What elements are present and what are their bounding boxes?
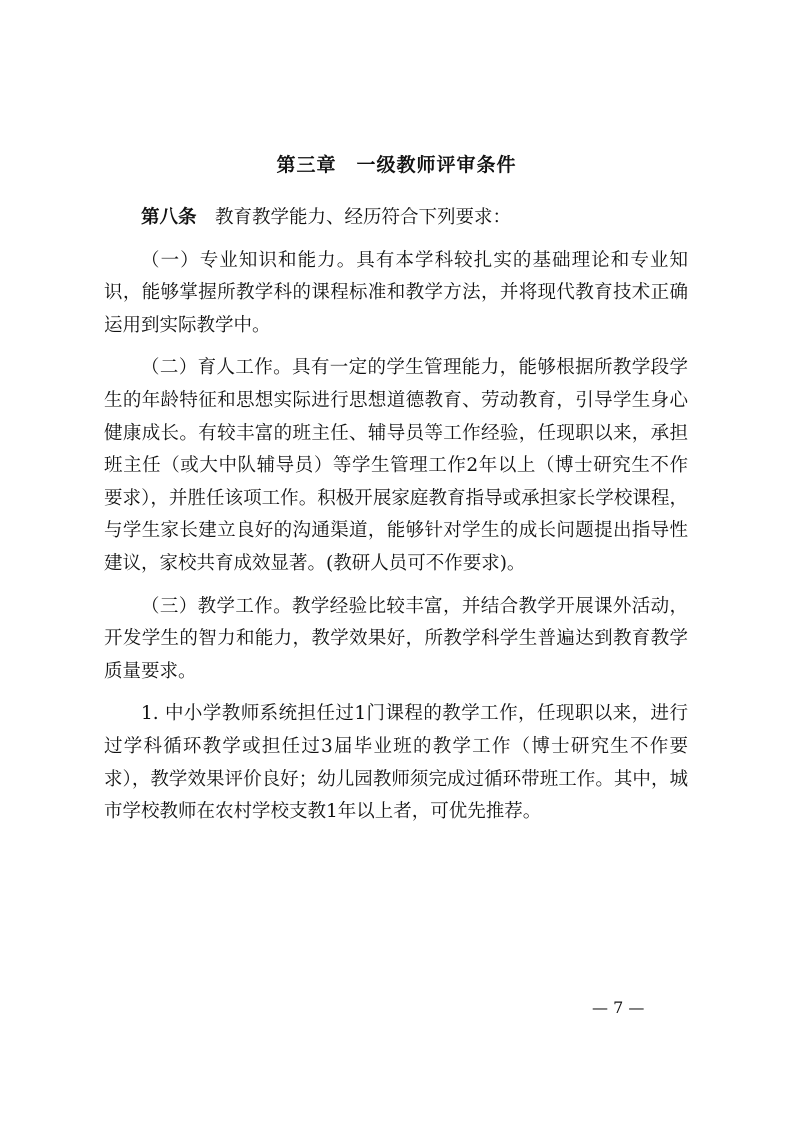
paragraph-professional-knowledge: （一）专业知识和能力。具有本学科较扎实的基础理论和专业知识，能够掌握所教学科的课程标准和教学方法，并将现代教育技术正确运用到实际教学中。	[104, 249, 688, 336]
article-label: 第八条	[141, 207, 197, 228]
paragraph-student-education: （二）育人工作。具有一定的学生管理能力，能够根据所教学段学生的年龄特征和思想实际进行思想道德教育、劳动教育，引导学生身心健康成长。有较丰富的班主任、辅导员等工作经验，任现职以来，承担班主任（或大中队辅导员）等学生管理工作2年以上（博士研究生不作要求），并胜任该项工作。积极开展家庭教育指导或承担家长学校课程，与学生家长建立良好的沟通渠道，能够针对学生的成长问题提出指导性建议，家校共育成效显著。(教研人员可不作要求)。	[104, 357, 688, 574]
article-body	[104, 202, 688, 839]
page-number: — 7 —	[592, 998, 645, 1017]
article-heading-paragraph	[104, 202, 688, 235]
paragraph-teaching-work: （三）教学工作。教学经验比较丰富，并结合教学开展课外活动，开发学生的智力和能力，教学效果好，所教学科学生普遍达到教育教学质量要求。	[104, 595, 688, 682]
chapter-title: 第三章 一级教师评审条件	[276, 154, 517, 176]
article-intro: 教育教学能力、经历符合下列要求：	[196, 207, 512, 228]
paragraph-teaching-item-1: 1. 中小学教师系统担任过1门课程的教学工作，任现职以来，进行过学科循环教学或担任过3届毕业班的教学工作（博士研究生不作要求），教学效果评价良好；幼儿园教师须完成过循环带班工作。其中，城市学校教师在农村学校支教1年以上者，可优先推荐。	[104, 703, 688, 823]
